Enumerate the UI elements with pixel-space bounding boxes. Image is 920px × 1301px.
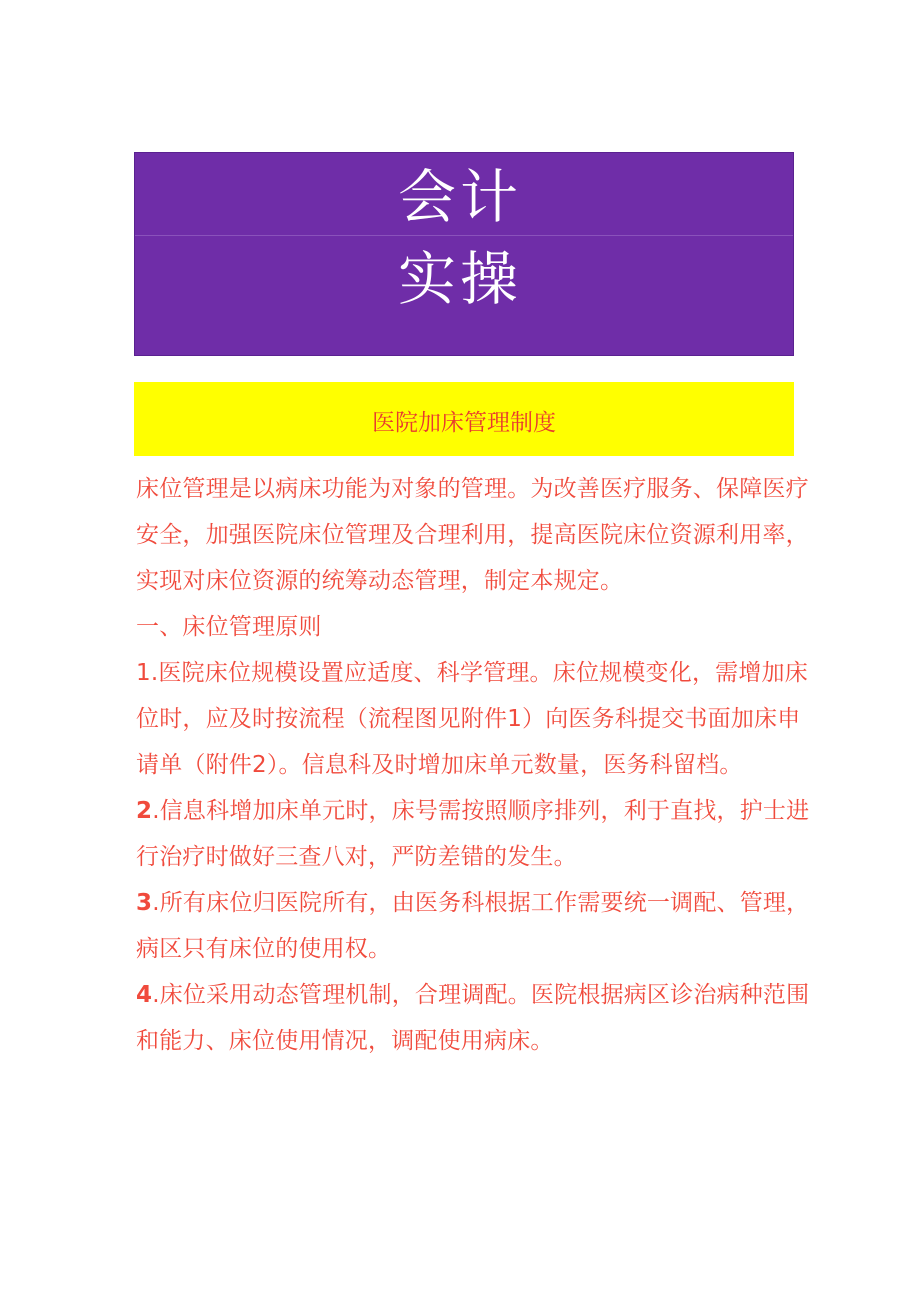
list-item-number: 3 [136,890,153,916]
list-item-text: .所有床位归医院所有，由医务科根据工作需要统一调配、管理，病区只有床位的使用权。 [136,890,810,962]
banner-divider [135,235,793,236]
list-item-text: .床位采用动态管理机制，合理调配。医院根据病区诊治病种范围和能力、床位使用情况，调配使用病床。 [136,982,810,1054]
document-body [136,466,816,1064]
intro-paragraph: 床位管理是以病床功能为对象的管理。为改善医疗服务、保障医疗安全，加强医院床位管理及合理利用，提高医院床位资源利用率，实现对床位资源的统筹动态管理，制定本规定。 [136,476,809,594]
banner-title-line-2: 实操 [397,245,522,313]
banner-title-line-1: 会计 [397,163,522,231]
list-item-number: 4 [136,982,153,1008]
title-bar [134,382,794,456]
list-item-3 [136,880,816,972]
list-item-number: 2 [136,798,153,824]
list-item-2 [136,788,816,880]
section-heading: 一、床位管理原则 [136,614,322,640]
list-item-4 [136,972,816,1064]
list-item-text: .信息科增加床单元时，床号需按照顺序排列，利于直找，护士进行治疗时做好三查八对，严防差错的发生。 [136,798,810,870]
document-title: 医院加床管理制度 [372,410,556,436]
list-item-1: 1.医院床位规模设置应适度、科学管理。床位规模变化，需增加床位时，应及时按流程（流程图见附件1）向医务科提交书面加床申请单（附件2）。信息科及时增加床单元数量，医务科留档。 [136,660,808,778]
